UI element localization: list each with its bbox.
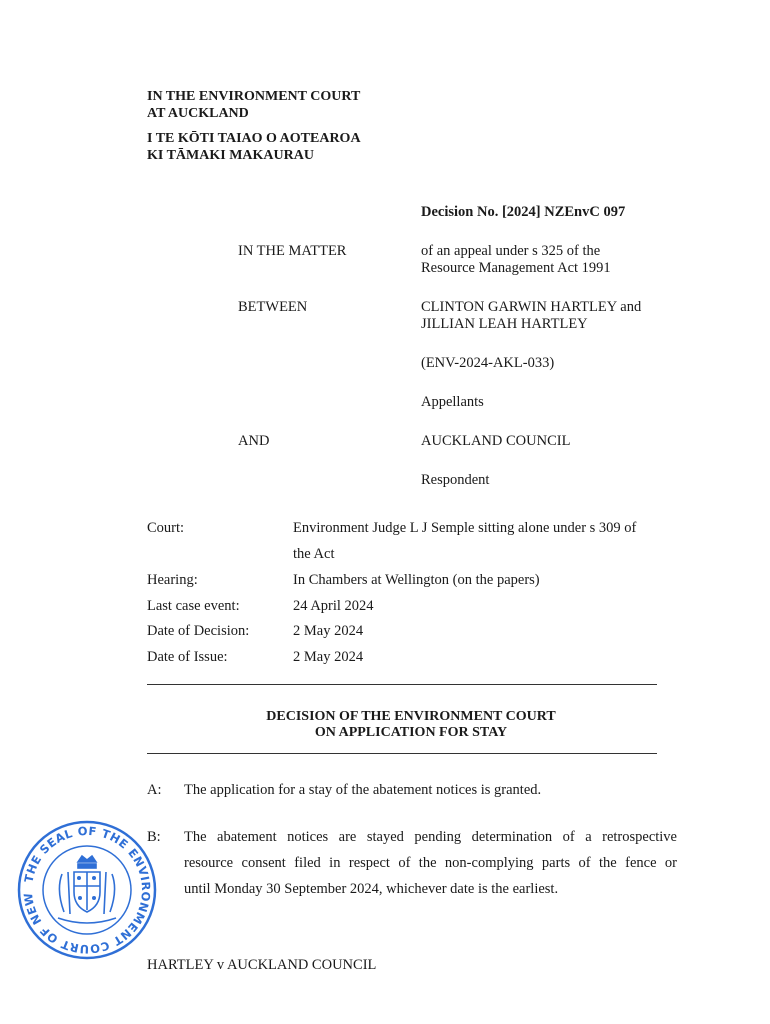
issue-date-value: 2 May 2024: [293, 649, 364, 665]
order-b-label: B:: [147, 829, 161, 845]
divider-top: [147, 684, 657, 685]
appellant-names-1: CLINTON GARWIN HARTLEY and: [421, 299, 642, 315]
matter-label: IN THE MATTER: [238, 243, 347, 259]
hearing-label: Hearing:: [147, 572, 198, 588]
court-location-maori: KI TĀMAKI MAKAURAU: [147, 148, 314, 163]
decision-title-2: ON APPLICATION FOR STAY: [314, 725, 508, 740]
order-b-line-3: until Monday 30 September 2024, whichever date is the earliest.: [184, 881, 559, 897]
svg-text:THE SEAL OF THE ENVIRONMENT CO: THE SEAL OF THE ENVIRONMENT COURT OF NEW: [20, 823, 154, 957]
decision-title-1: DECISION OF THE ENVIRONMENT COURT: [266, 709, 556, 724]
court-name: IN THE ENVIRONMENT COURT: [147, 89, 361, 104]
order-a-label: A:: [147, 782, 162, 798]
hearing-value: In Chambers at Wellington (on the papers): [293, 572, 540, 588]
decision-number: Decision No. [2024] NZEnvC 097: [421, 204, 626, 220]
matter-line-1: of an appeal under s 325 of the: [421, 243, 601, 259]
order-b-line-1: The abatement notices are stayed pending determination of a retrospective: [184, 829, 677, 845]
order-b-line-2: resource consent filed in respect of the non-complying parts of the fence or: [184, 855, 677, 871]
and-label: AND: [238, 433, 270, 449]
issue-date-label: Date of Issue:: [147, 649, 228, 665]
respondent-name: AUCKLAND COUNCIL: [421, 433, 571, 449]
matter-line-2: Resource Management Act 1991: [421, 260, 611, 276]
decision-date-value: 2 May 2024: [293, 623, 364, 639]
court-label: Court:: [147, 520, 185, 536]
appellant-names-2: JILLIAN LEAH HARTLEY: [421, 316, 588, 332]
court-location: AT AUCKLAND: [147, 106, 249, 121]
last-event-label: Last case event:: [147, 598, 240, 614]
court-value-cont: the Act: [293, 546, 335, 562]
court-name-maori: I TE KŌTI TAIAO O AOTEAROA: [147, 131, 361, 146]
case-name-footer: HARTLEY v AUCKLAND COUNCIL: [147, 957, 377, 973]
divider-bottom: [147, 753, 657, 754]
file-number: (ENV-2024-AKL-033): [421, 355, 555, 371]
between-label: BETWEEN: [238, 299, 308, 315]
last-event-value: 24 April 2024: [293, 598, 374, 614]
decision-date-label: Date of Decision:: [147, 623, 250, 639]
order-a-text: The application for a stay of the abatement notices is granted.: [184, 782, 542, 798]
court-value: Environment Judge L J Semple sitting alone under s 309 of: [293, 520, 637, 536]
court-seal: [12, 820, 162, 960]
respondent-role: Respondent: [421, 472, 490, 488]
appellants-role: Appellants: [421, 394, 484, 410]
